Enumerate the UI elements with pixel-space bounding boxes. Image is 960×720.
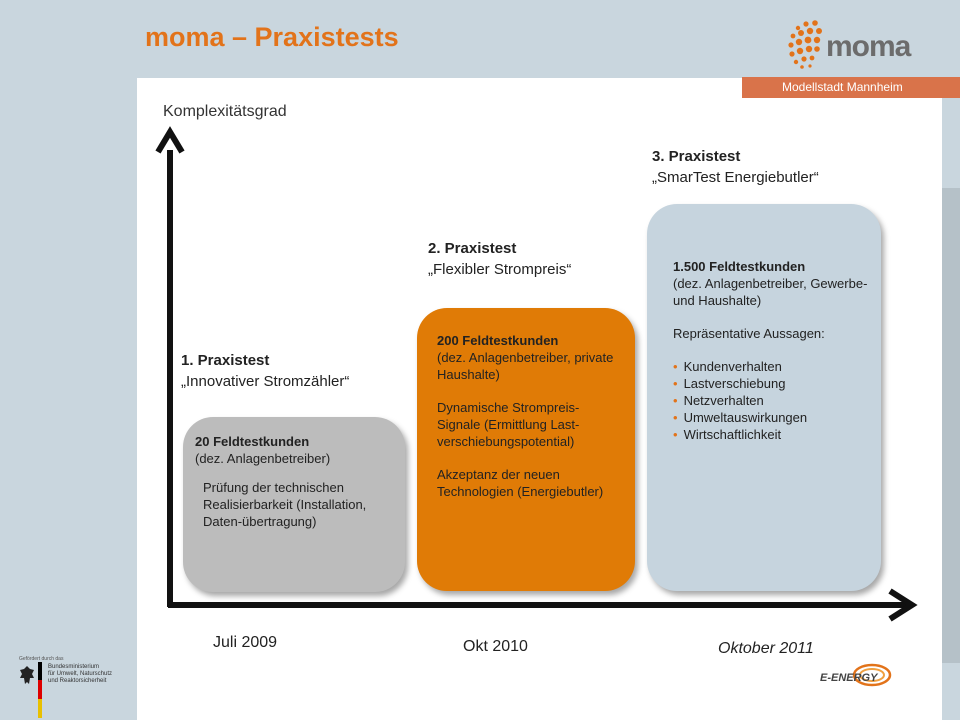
phase-3-title (652, 146, 819, 188)
phase-2-customer-type: (dez. Anlagenbetreiber, private Haushalte) (437, 350, 614, 382)
phase-2-box (417, 308, 635, 591)
phase-1-customer-type: (dez. Anlagenbetreiber) (195, 451, 331, 466)
logo-wordmark: moma (826, 30, 911, 63)
phase-2-description-1: Dynamische Strompreis-Signale (Ermittlung Last-verschiebungspotential) (437, 400, 580, 449)
ministry-line: Bundesministerium (48, 664, 100, 670)
phase-3-customer-type: (dez. Anlagenbetreiber, Gewerbe- und Haushalte) (673, 276, 868, 308)
phase-3-bullet-list (673, 358, 869, 443)
phase-3-bullet: • Umweltauswirkungen (673, 409, 869, 426)
phase-3-bullet: • Netzverhalten (673, 392, 869, 409)
phase-3-number: 3. Praxistest (652, 148, 741, 165)
ministry-line: und Reaktorsicherheit (48, 678, 107, 684)
eenergy-logo: E-ENERGY (820, 672, 878, 684)
y-axis-label: Komplexitätsgrad (163, 103, 287, 120)
ministry-name (48, 664, 112, 685)
phase-1-name: „Innovativer Stromzähler“ (181, 373, 350, 390)
funding-prefix: Gefördert durch das (19, 656, 64, 662)
german-flag-bar (38, 662, 42, 718)
phase-1-number: 1. Praxistest (181, 352, 270, 369)
phase-3-bullet: • Wirtschaftlichkeit (673, 426, 869, 443)
phase-3-bullet: • Kundenverhalten (673, 358, 869, 375)
phase-3-name: „SmarTest Energiebutler“ (652, 169, 819, 186)
phase-2-date: Okt 2010 (463, 638, 528, 655)
phase-2-name: „Flexibler Strompreis“ (428, 261, 572, 278)
phase-1-date: Juli 2009 (213, 634, 278, 651)
phase-3-bullet: • Lastverschiebung (673, 375, 869, 392)
phase-2-description-2: Akzeptanz der neuen Technologien (Energiebutler) (437, 467, 604, 499)
y-axis-arrow-icon (158, 132, 182, 152)
federal-eagle-icon (18, 664, 36, 690)
phase-3-box (647, 204, 881, 591)
ministry-line: für Umwelt, Naturschutz (48, 671, 113, 677)
phase-3-customers: 1.500 Feldtestkunden (673, 259, 806, 274)
phase-2-number: 2. Praxistest (428, 240, 517, 257)
phase-1-description: Prüfung der technischen Realisierbarkeit (Installation, Daten-übertragung) (203, 480, 367, 529)
logo-subtitle: Modellstadt Mannheim (742, 77, 960, 98)
page-title: moma – Praxistests (145, 22, 399, 52)
phase-3-description: Repräsentative Aussagen: (673, 326, 825, 341)
phase-2-title (428, 238, 571, 280)
phase-1-customers: 20 Feldtestkunden (195, 434, 310, 449)
phase-1-box (183, 417, 405, 592)
phase-2-customers: 200 Feldtestkunden (437, 333, 559, 348)
phase-3-date: Oktober 2011 (718, 640, 814, 657)
phase-1-title (181, 350, 349, 392)
